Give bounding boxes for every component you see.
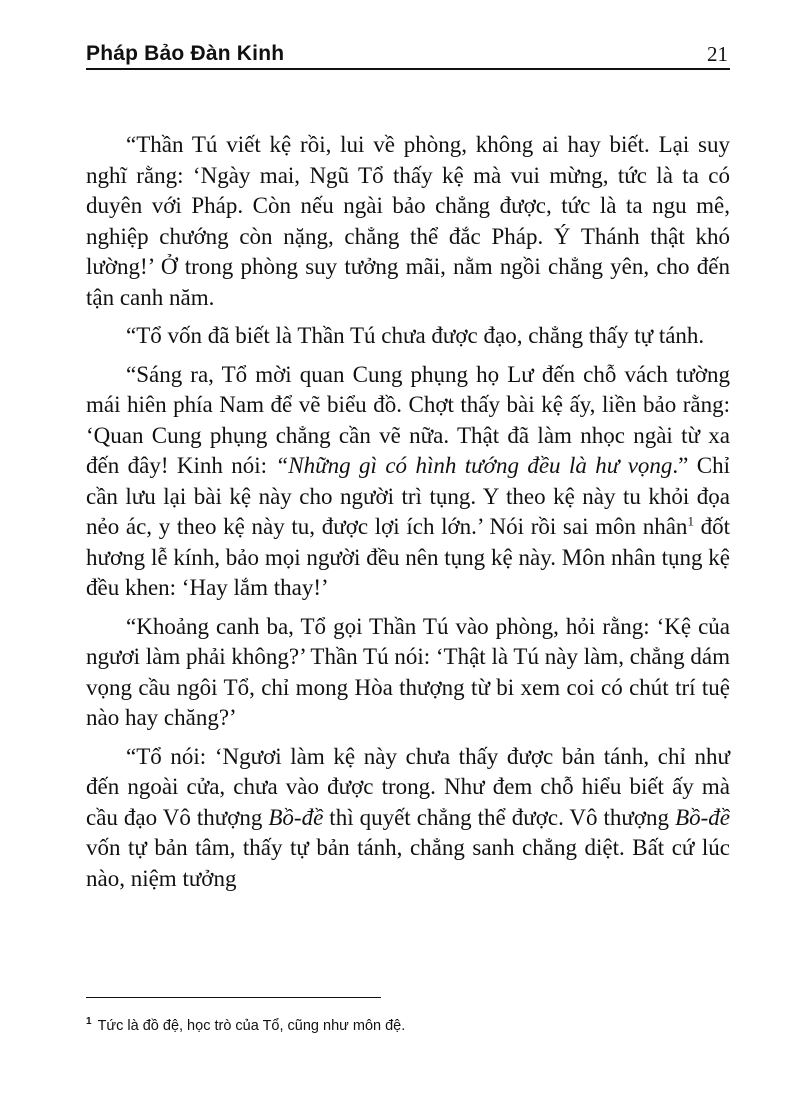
paragraph [86,612,730,734]
text-run: thì quyết chẳng thể được. Vô thượng [323,804,676,830]
footnote-divider [86,997,381,998]
text-run: “Tổ nói: ‘Ngươi làm kệ này chưa thấy được bản tánh, chỉ như đến ngoài cửa, chưa vào được trong. Như đem chỗ hiểu biết ấy mà cầu đạo Vô thượng [86,743,730,830]
text-run: “Sáng ra, Tổ mời quan Cung phụng họ Lư đến chỗ vách tường mái hiên phía Nam để vẽ biểu đồ. Chợt thấy bài kệ ấy, liền bảo rằng: ‘Quan Cung phụng chẳng cần vẽ nữa. Thật đã làm nhọc ngài từ xa đến đây! Kinh nói: [86,361,730,478]
text-run: “Thần Tú viết kệ rồi, lui về phòng, không ai hay biết. Lại suy nghĩ rằng: ‘Ngày mai, Ngũ Tổ thấy kệ mà vui mừng, tức là ta có duyên với Pháp. Còn nếu ngài bảo chẳng được, tức là ta ngu mê, nghiệp chướng còn nặng, chẳng thể đắc Pháp. Ý Thánh thật khó lường!’ Ở trong phòng suy tưởng mãi, nằm ngồi chẳng yên, cho đến tận canh năm. [86,132,730,310]
italic-term: Bồ-đề [675,804,730,830]
footnote-reference: 1 [687,513,694,529]
text-run: .” Chỉ cần lưu lại bài kệ này cho người trì tụng. Y theo kệ này tu khỏi đọa nẻo ác, y theo kệ này tu, được lợi ích lớn.’ Nói rồi sai môn nhân [86,453,730,539]
paragraph [86,321,730,352]
paragraph [86,742,730,895]
paragraph [86,360,730,604]
body-text [86,130,730,894]
footnote-marker: 1 [86,1016,92,1028]
page-number: 21 [707,42,728,66]
italic-term: Bồ-đề [268,804,324,830]
footnote [86,1018,730,1034]
paragraph [86,130,730,313]
italic-quote: “Những gì có hình tướng đều là hư vọng [275,453,673,478]
page-header [86,34,730,70]
text-run: “Khoảng canh ba, Tổ gọi Thần Tú vào phòng, hỏi rằng: ‘Kệ của ngươi làm phải không?’ Thần Tú nói: ‘Thật là Tú này làm, chẳng dám vọng cầu ngôi Tổ, chỉ mong Hòa thượng từ bi xem coi có chút trí tuệ nào hay chăng?’ [86,613,730,730]
running-title: Pháp Bảo Đàn Kinh [86,42,285,65]
text-run: “Tổ vốn đã biết là Thần Tú chưa được đạo, chẳng thấy tự tánh. [126,323,705,348]
text-run: đốt hương lễ kính, bảo mọi người đều nên tụng kệ này. Môn nhân tụng kệ đều khen: ‘Hay lắm thay!’ [86,514,730,600]
footnote-text: Tức là đồ đệ, học trò của Tổ, cũng như môn đệ. [97,1018,406,1034]
text-run: vốn tự bản tâm, thấy tự bản tánh, chẳng sanh chẳng diệt. Bất cứ lúc nào, niệm tưởng [86,835,730,891]
